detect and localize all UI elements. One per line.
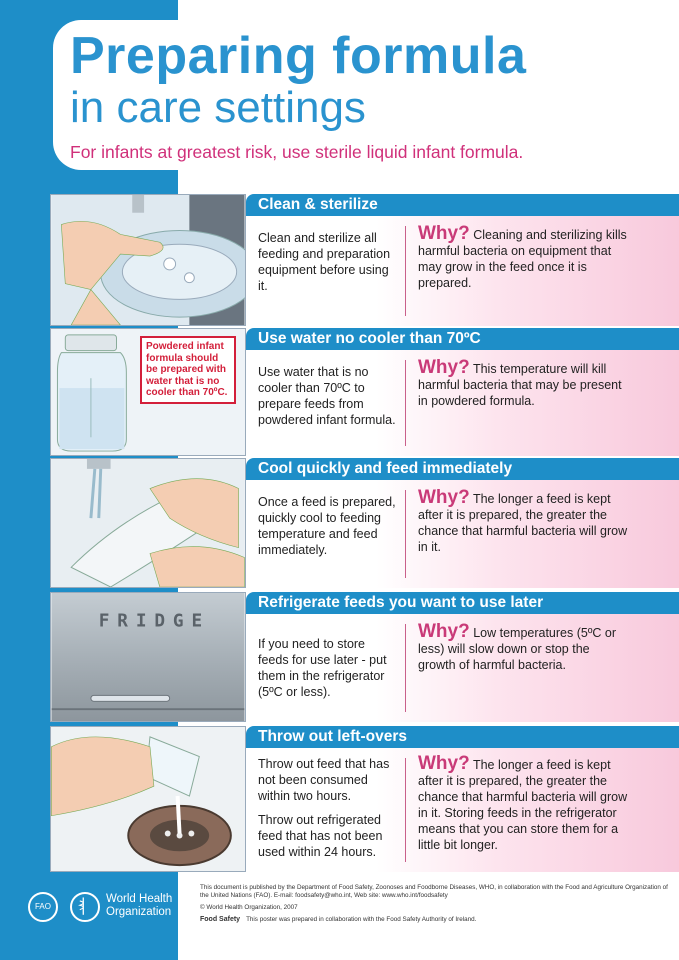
fsai-logo: Food Safety: [200, 916, 241, 923]
why-text: The longer a feed is kept after it is prepared, the greater the chance that harmful bacteria will grow in it. Storing feeds in the refrigerator means that you can store them for a little bit longer.: [418, 758, 628, 852]
why-label: Why?: [418, 487, 470, 508]
pouring-into-drain-icon: [50, 726, 246, 872]
section-body: [246, 216, 679, 326]
section-water-temperature: [50, 328, 679, 456]
divider: [405, 758, 406, 862]
divider: [405, 490, 406, 578]
why-explanation: [418, 753, 628, 853]
divider: [405, 360, 406, 446]
why-text: Low temperatures (5ºC or less) will slow down or stop the growth of harmful bacteria.: [418, 626, 617, 672]
section-heading: Clean & sterilize: [246, 194, 679, 216]
section-clean-sterilize: [50, 194, 679, 326]
fsai-note: This poster was prepared in collaboration with the Food Safety Authority of Ireland.: [246, 916, 477, 923]
section-description: Throw out feed that has not been consumed within two hours. Throw out refrigerated feed that has not been used within 24 hours.: [258, 757, 390, 859]
why-label: Why?: [418, 223, 470, 244]
section-throw-out: [50, 726, 679, 872]
why-text: Cleaning and sterilizing kills harmful bacteria on equipment that may grow in the feed once it is prepared.: [418, 228, 627, 290]
why-text: This temperature will kill harmful bacteria that may be present in powdered formula.: [418, 362, 622, 408]
page-subtitle: For infants at greatest risk, use sterile liquid infant formula.: [70, 142, 524, 162]
section-heading: Refrigerate feeds you want to use later: [246, 592, 679, 614]
why-label: Why?: [418, 357, 470, 378]
why-explanation: [418, 223, 628, 291]
page-title-line2: in care settings: [70, 83, 366, 132]
fsai-line: [200, 916, 670, 924]
footer-text: [200, 884, 670, 928]
who-emblem-icon: [70, 892, 100, 922]
section-body: [246, 350, 679, 456]
why-label: Why?: [418, 753, 470, 774]
copyright: © World Health Organization, 2007: [200, 904, 298, 911]
section-refrigerate: [50, 592, 679, 722]
footer-logos: [18, 890, 178, 924]
section-heading: Use water no cooler than 70ºC: [246, 328, 679, 350]
bottle-under-tap-icon: [50, 458, 246, 588]
who-name: World Health Organization: [106, 893, 173, 918]
publisher-note: This document is published by the Department of Food Safety, Zoonoses and Foodborne Diseases, WHO, in collaboration with the Food and Agriculture Organization of the United Nations (FAO). E-mail: foodsafety@who.int, Web site: www.who.int/foodsafety: [200, 884, 668, 899]
fao-logo: FAO: [28, 892, 58, 922]
section-body: [246, 480, 679, 588]
hands-washing-bottle-icon: [50, 194, 246, 326]
divider: [405, 624, 406, 712]
fridge-icon: [50, 592, 246, 722]
divider: [405, 226, 406, 316]
section-description: If you need to store feeds for use later - put them in the refrigerator (5ºC or less).: [258, 637, 387, 699]
section-body: [246, 748, 679, 872]
callout-note: Powdered infant formula should be prepared with water that is no cooler than 70ºC.: [140, 336, 236, 404]
section-description: Once a feed is prepared, quickly cool to feeding temperature and feed immediately.: [258, 495, 396, 557]
section-heading: Cool quickly and feed immediately: [246, 458, 679, 480]
why-explanation: [418, 621, 628, 673]
section-description: Clean and sterilize all feeding and preparation equipment before using it.: [258, 231, 391, 293]
why-label: Why?: [418, 621, 470, 642]
section-description: Use water that is no cooler than 70ºC to prepare feeds from powdered infant formula.: [258, 365, 396, 427]
why-explanation: [418, 487, 628, 555]
section-cool-feed: [50, 458, 679, 588]
section-heading: Throw out left-overs: [246, 726, 679, 748]
section-body: [246, 614, 679, 722]
fridge-label: FRIDGE: [98, 611, 211, 632]
why-explanation: [418, 357, 628, 409]
page-title: Preparing formula: [70, 27, 527, 85]
why-text: The longer a feed is kept after it is prepared, the greater the chance that harmful bacteria will grow in it.: [418, 492, 628, 554]
